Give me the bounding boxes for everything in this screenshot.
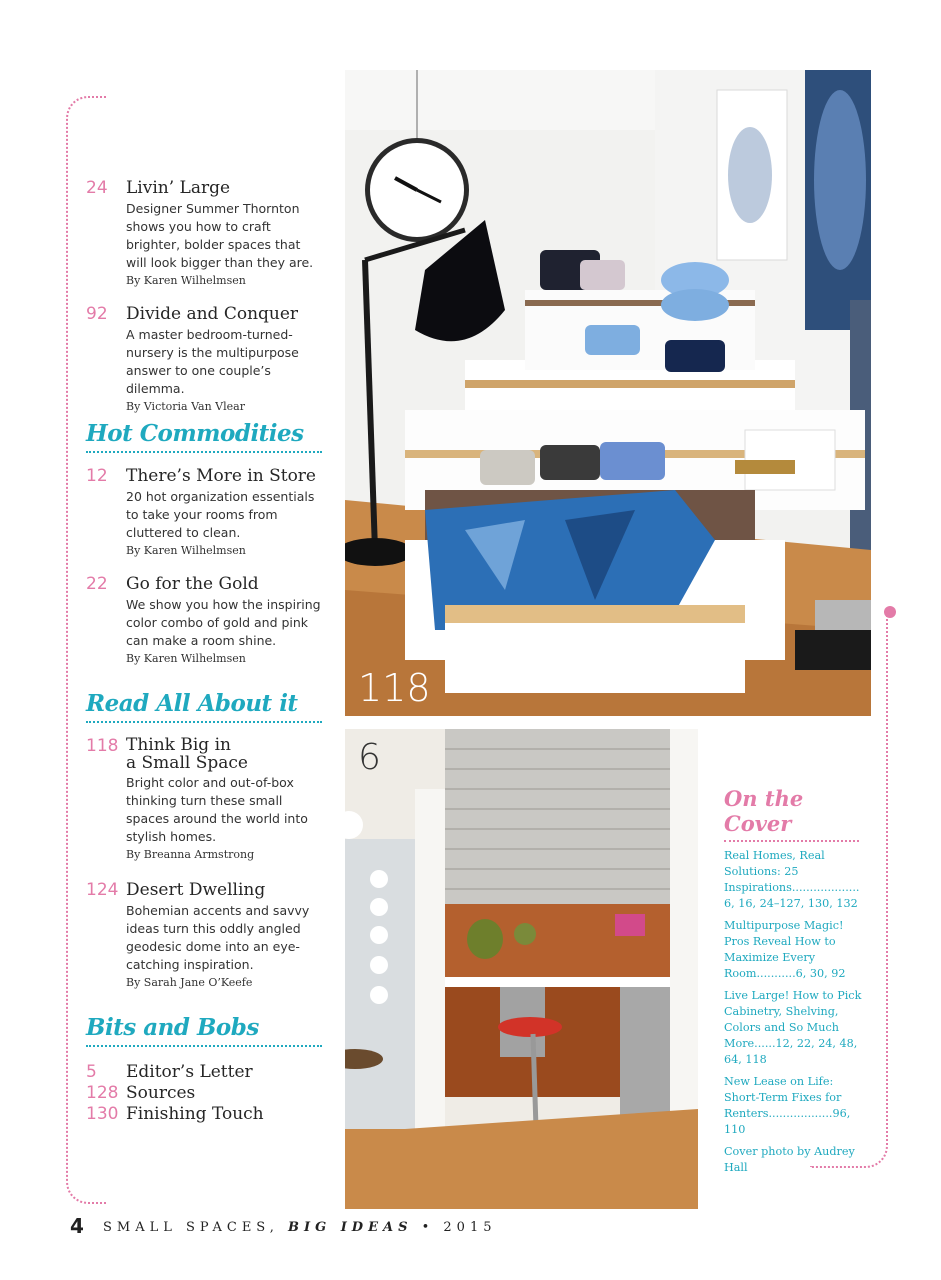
- toc-entry-byline: By Karen Wilhelmsen: [126, 652, 246, 665]
- toc-entry-description: A master bedroom-turned-nursery is the multipurpose answer to one couple’s dilemma.: [126, 327, 299, 396]
- toc-short-list: [86, 1062, 322, 1125]
- bedroom-illustration: [345, 70, 871, 716]
- toc-entry-description: Bohemian accents and savvy ideas turn this oddly angled geodesic dome into an eye-catching inspiration.: [126, 903, 310, 972]
- section-rule: [86, 1045, 322, 1047]
- footer-suffix: • 2015: [421, 1220, 497, 1235]
- toc-entry-title-line1: Think Big in: [126, 735, 231, 755]
- toc-entry[interactable]: [86, 574, 322, 665]
- bedroom-photo[interactable]: [345, 70, 871, 716]
- on-the-cover-box: [724, 786, 864, 1176]
- section-header: [86, 1014, 322, 1047]
- toc-entry-title: Go for the Gold: [126, 574, 259, 594]
- section-header: [86, 420, 322, 453]
- toc-entry[interactable]: [86, 466, 322, 557]
- toc-entry-title: Sources: [126, 1083, 196, 1103]
- section-title: Hot Commodities: [86, 420, 304, 447]
- section-rule: [86, 451, 322, 453]
- frame-dot: [884, 606, 896, 618]
- toc-page-number: 124: [86, 880, 119, 900]
- section-header: [86, 690, 322, 723]
- toc-page-number: 128: [86, 1083, 119, 1103]
- office-nook-photo[interactable]: [345, 729, 698, 1209]
- on-the-cover-rule: [724, 840, 859, 842]
- footer-prefix: SMALL SPACES,: [103, 1220, 279, 1235]
- toc-entry-title: Divide and Conquer: [126, 304, 299, 324]
- toc-short-item[interactable]: [86, 1104, 322, 1125]
- toc-page-number: 118: [86, 736, 119, 756]
- cover-line[interactable]: New Lease on Life: Short-Term Fixes for Renters..................96, 110: [724, 1075, 851, 1136]
- toc-page-number: 22: [86, 574, 108, 594]
- toc-entry-byline: By Sarah Jane O’Keefe: [126, 976, 253, 989]
- page-footer: [70, 1214, 497, 1244]
- toc-entry-byline: By Breanna Armstrong: [126, 848, 255, 861]
- toc-entry[interactable]: [86, 880, 322, 989]
- toc-entry-byline: By Karen Wilhelmsen: [126, 544, 246, 557]
- toc-entry-description: We show you how the inspiring color combo of gold and pink can make a room shine.: [126, 597, 321, 648]
- footer-publication-title: [103, 1220, 496, 1235]
- section-title: Read All About it: [86, 690, 298, 717]
- toc-entry-description: 20 hot organization essentials to take your rooms from cluttered to clean.: [126, 489, 315, 540]
- cover-photo-credit: Cover photo by Audrey Hall: [724, 1145, 855, 1174]
- cover-line[interactable]: Live Large! How to Pick Cabinetry, Shelving, Colors and So Much More......12, 22, 24, 48, 64, 118: [724, 989, 862, 1066]
- toc-entry-title: Livin’ Large: [126, 178, 231, 198]
- toc-entry-byline: By Karen Wilhelmsen: [126, 274, 246, 287]
- cover-line[interactable]: Real Homes, Real Solutions: 25 Inspirations................... 6, 16, 24–127, 130, 132: [724, 849, 860, 910]
- photo-page-number: 118: [358, 666, 431, 710]
- toc-entry[interactable]: [86, 736, 322, 861]
- toc-entry-title: Editor’s Letter: [126, 1062, 253, 1082]
- toc-entry-title: Desert Dwelling: [126, 880, 266, 900]
- toc-entry-description: Bright color and out-of-box thinking turn these small spaces around the world into stylish homes.: [126, 775, 308, 844]
- cover-line[interactable]: Multipurpose Magic! Pros Reveal How to Maximize Every Room...........6, 30, 92: [724, 919, 846, 980]
- toc-page-number: 130: [86, 1104, 119, 1124]
- toc-entry-title: There’s More in Store: [126, 466, 316, 486]
- section-rule: [86, 721, 322, 723]
- toc-entry[interactable]: [86, 178, 322, 287]
- on-the-cover-title: On the Cover: [724, 786, 804, 836]
- photo-page-number: 6: [358, 737, 381, 778]
- toc-entry-byline: By Victoria Van Vlear: [126, 400, 245, 413]
- toc-entry-title-line2: a Small Space: [126, 753, 248, 773]
- footer-page-number: 4: [70, 1214, 84, 1238]
- toc-short-item[interactable]: [86, 1083, 322, 1104]
- toc-entry-description: Designer Summer Thornton shows you how to craft brighter, bolder spaces that will look bigger than they are.: [126, 201, 314, 270]
- section-title: Bits and Bobs: [86, 1014, 259, 1041]
- toc-page-number: 12: [86, 466, 108, 486]
- footer-italic: BIG IDEAS: [288, 1220, 413, 1235]
- toc-entry-title: Finishing Touch: [126, 1104, 264, 1124]
- office-nook-illustration: [345, 729, 698, 1209]
- toc-page-number: 24: [86, 178, 108, 198]
- toc-page-number: 5: [86, 1062, 97, 1082]
- toc-short-item[interactable]: [86, 1062, 322, 1083]
- toc-entry[interactable]: [86, 304, 322, 413]
- toc-page-number: 92: [86, 304, 108, 324]
